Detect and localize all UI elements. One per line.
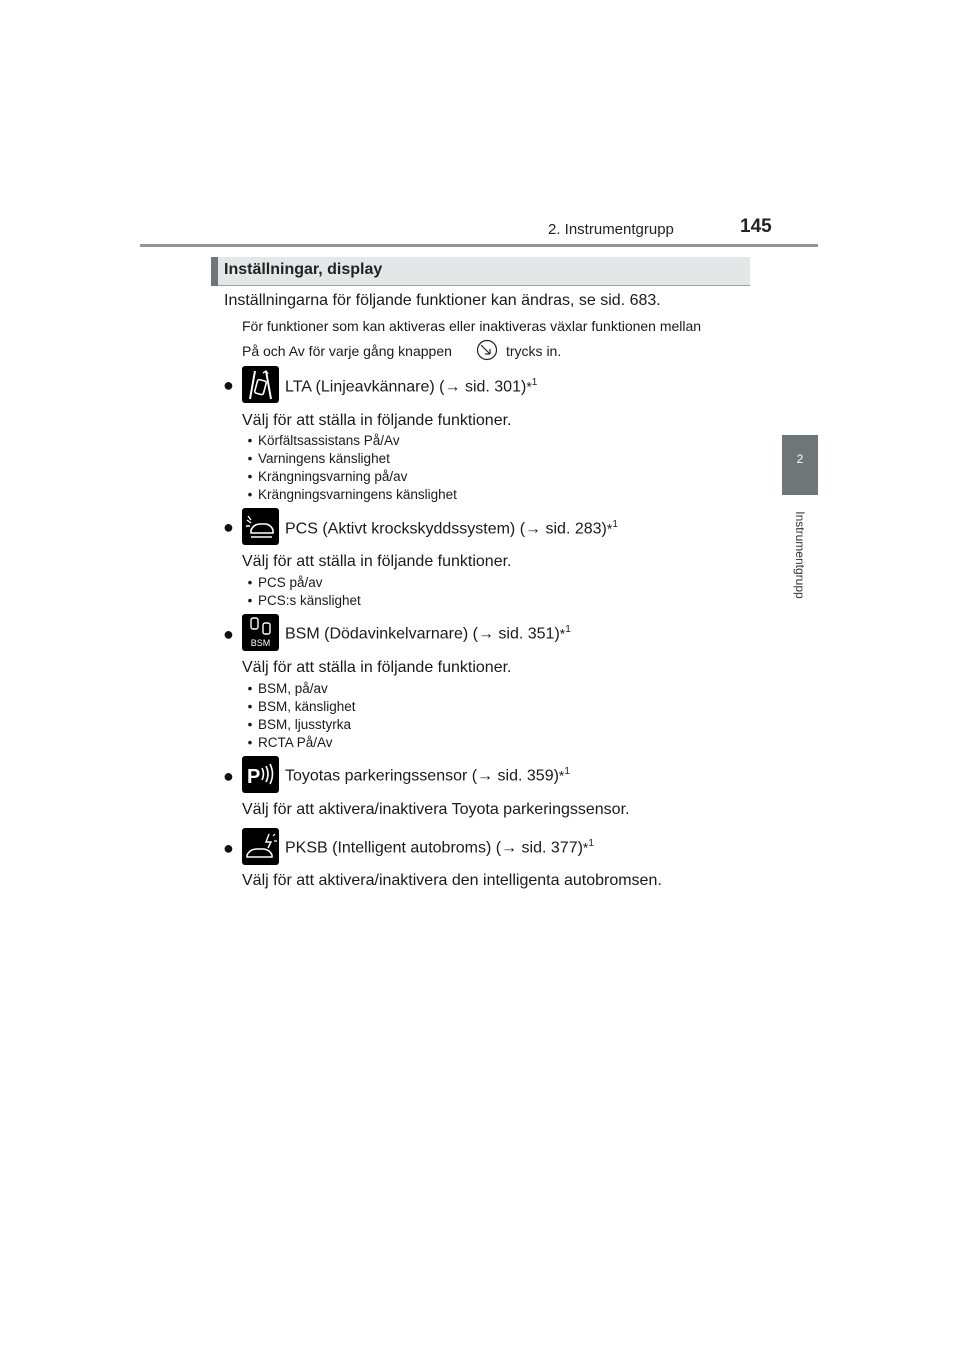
list-item: • PCS:s känslighet xyxy=(247,593,361,608)
footnote-star: * xyxy=(559,625,566,642)
item-dot: ● xyxy=(223,766,234,786)
list-item: • RCTA På/Av xyxy=(247,735,333,750)
pre-collision-icon xyxy=(242,508,279,545)
list-item: • BSM, känslighet xyxy=(247,699,356,714)
item-title xyxy=(285,519,618,538)
item-desc: Välj för att aktivera/inaktivera Toyota parkeringssensor. xyxy=(242,801,630,818)
arrow-glyph: → xyxy=(525,520,542,538)
chapter-tab-label: Instrumentgrupp xyxy=(793,511,807,599)
display-button-icon xyxy=(476,339,498,361)
footnote-number: 1 xyxy=(588,838,594,849)
footnote-number: 1 xyxy=(564,766,570,777)
item-dot: ● xyxy=(223,838,234,858)
page-ref-link[interactable]: sid. 351) xyxy=(498,625,560,643)
page-ref-link[interactable]: sid. 283) xyxy=(545,520,607,538)
item-title-text: LTA (Linjeavkännare) ( xyxy=(285,378,445,396)
footnote-star: * xyxy=(582,839,589,856)
page-ref-link[interactable]: sid. 377) xyxy=(521,839,583,857)
item-dot: ● xyxy=(223,517,234,537)
intro-text: Inställningarna för följande funktioner kan ändras, se sid. 683. xyxy=(224,292,661,309)
item-title-text: BSM (Dödavinkelvarnare) ( xyxy=(285,625,478,643)
item-title xyxy=(285,377,537,396)
section-heading-accent xyxy=(211,257,218,286)
item-dot: ● xyxy=(223,375,234,395)
footnote-number: 1 xyxy=(612,519,618,530)
item-title xyxy=(285,766,570,785)
note-line-2-end: trycks in. xyxy=(506,343,562,359)
item-desc: Välj för att aktivera/inaktivera den intelligenta autobromsen. xyxy=(242,872,662,889)
footnote-star: * xyxy=(526,378,532,395)
arrow-glyph: → xyxy=(501,839,518,857)
chapter-tab-number: 2 xyxy=(796,452,804,466)
list-item: • BSM, på/av xyxy=(247,681,328,696)
item-desc: Välj för att ställa in följande funktioner. xyxy=(242,659,512,676)
item-title-text: Toyotas parkeringssensor ( xyxy=(285,767,478,785)
arrow-glyph: → xyxy=(477,767,494,785)
header-rule xyxy=(140,244,818,247)
item-bullet-list xyxy=(242,680,356,752)
item-bullet-list xyxy=(242,574,361,610)
parking-brake-assist-icon xyxy=(242,828,279,865)
lane-trace-icon xyxy=(242,366,279,403)
running-header-section: 2. Instrumentgrupp xyxy=(548,221,674,238)
page-ref-link[interactable]: sid. 301) xyxy=(464,378,527,396)
note-line-2-start: På och Av för varje gång knappen xyxy=(242,343,452,359)
svg-text:P: P xyxy=(247,766,261,788)
item-title xyxy=(285,624,571,643)
item-bullet-list xyxy=(242,432,457,504)
item-title-text: PKSB (Intelligent autobroms) ( xyxy=(285,839,502,857)
parking-sensor-icon xyxy=(242,756,279,793)
page-ref-link[interactable]: sid. 359) xyxy=(497,767,559,785)
footnote-number: 1 xyxy=(531,377,538,388)
footnote-number: 1 xyxy=(565,624,571,635)
list-item: • Varningens känslighet xyxy=(247,451,390,466)
list-item: • BSM, ljusstyrka xyxy=(247,717,352,732)
list-item: • PCS på/av xyxy=(247,575,323,590)
item-title xyxy=(285,838,594,857)
arrow-glyph: → xyxy=(477,625,494,643)
bsm-icon-label: BSM xyxy=(250,638,271,648)
item-dot: ● xyxy=(223,624,234,644)
arrow-glyph: → xyxy=(444,378,461,396)
footnote-star: * xyxy=(606,520,613,537)
footnote-star: * xyxy=(558,767,565,784)
item-desc: Välj för att ställa in följande funktioner. xyxy=(242,553,512,570)
page-number: 145 xyxy=(740,216,772,237)
list-item: • Krängningsvarning på/av xyxy=(247,469,408,484)
bsm-icon xyxy=(242,614,279,651)
item-title-text: PCS (Aktivt krockskyddssystem) ( xyxy=(285,520,526,538)
note-line-1: För funktioner som kan aktiveras eller inaktiveras växlar funktionen mellan xyxy=(242,318,702,334)
list-item: • Körfältsassistans På/Av xyxy=(247,433,400,448)
section-heading: Inställningar, display xyxy=(224,261,383,278)
item-desc: Välj för att ställa in följande funktioner. xyxy=(242,412,512,429)
list-item: • Krängningsvarningens känslighet xyxy=(247,487,457,502)
